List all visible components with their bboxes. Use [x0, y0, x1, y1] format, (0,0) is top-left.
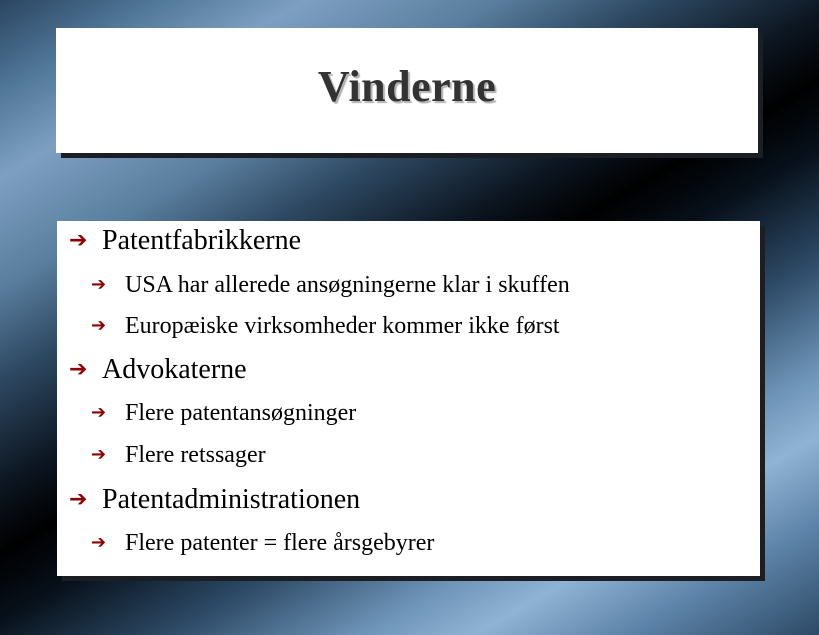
right-arrow-icon: ➔: [91, 532, 107, 553]
title-box: [56, 28, 758, 153]
right-arrow-icon: ➔: [69, 487, 88, 512]
content-box: [57, 221, 760, 576]
slide-title: Vinderne: [317, 62, 497, 111]
sub-bullet-label: Flere patentansøgninger: [125, 400, 357, 426]
right-arrow-icon: ➔: [91, 444, 107, 465]
bullet-label: Advokaterne: [102, 354, 247, 385]
right-arrow-icon: ➔: [69, 228, 88, 253]
bullet-item: [69, 354, 247, 386]
sub-bullet-label: Flere patenter = flere årsgebyrer: [125, 530, 435, 556]
bullet-item: [69, 225, 301, 257]
sub-bullet-label: Flere retssager: [125, 442, 266, 468]
bullet-item: [69, 484, 360, 516]
bullet-label: Patentadministrationen: [102, 484, 361, 515]
sub-bullet-item: [91, 441, 266, 469]
sub-bullet-label: Europæiske virksomheder kommer ikke først: [125, 313, 560, 339]
sub-bullet-label: USA har allerede ansøgningerne klar i skuffen: [125, 272, 570, 298]
right-arrow-icon: ➔: [91, 274, 107, 295]
right-arrow-icon: ➔: [91, 315, 107, 336]
sub-bullet-item: [91, 271, 570, 299]
right-arrow-icon: ➔: [69, 357, 88, 382]
sub-bullet-item: [91, 312, 560, 340]
right-arrow-icon: ➔: [91, 402, 107, 423]
sub-bullet-item: [91, 399, 356, 427]
sub-bullet-item: [91, 529, 434, 557]
bullet-label: Patentfabrikkerne: [102, 225, 302, 256]
